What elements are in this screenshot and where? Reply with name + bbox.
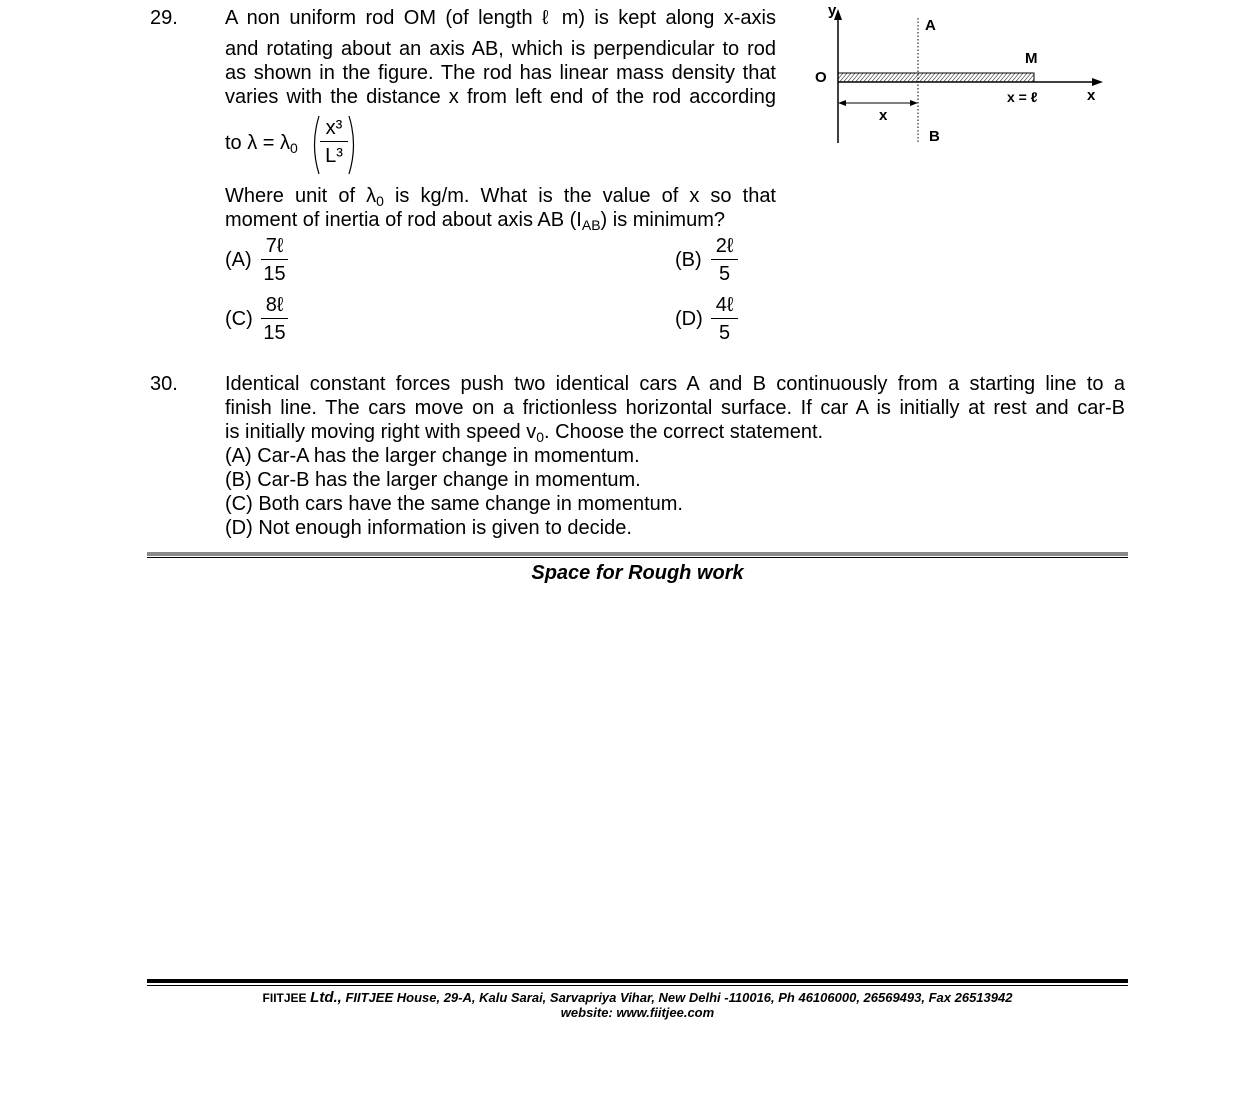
formula-right-paren <box>347 114 359 176</box>
q29-line-1: A non uniform rod OM (of length ℓ m) is kept along x-axis <box>225 7 776 29</box>
option-b-bar <box>711 259 738 260</box>
distance-arrow-right-head <box>910 100 918 106</box>
moment-text-b: ) is minimum? <box>600 209 725 231</box>
q30-option-a: (A) Car-A has the larger change in momentum. <box>225 445 640 467</box>
q29-option-b-fraction <box>711 235 738 285</box>
option-c-numerator: 8ℓ <box>265 294 284 316</box>
q29-option-c-fraction <box>261 294 288 344</box>
q29-option-a-fraction <box>261 235 288 285</box>
question-30-number: 30. <box>150 373 178 395</box>
rod <box>838 73 1034 82</box>
footer-rule-thick <box>147 979 1128 983</box>
footer-rule-thin <box>147 985 1128 986</box>
q29-line-moment <box>225 208 725 237</box>
figure-label-x-distance: x <box>879 107 888 124</box>
q29-density-formula <box>225 131 298 160</box>
option-a-numerator: 7ℓ <box>265 235 284 257</box>
figure-label-a: A <box>925 17 936 34</box>
option-b-denominator: 5 <box>718 263 731 285</box>
formula-subscript: 0 <box>290 140 298 156</box>
figure-label-b: B <box>929 128 940 145</box>
q29-option-d-label: (D) <box>675 308 703 330</box>
q30-line-3-subscript: 0 <box>536 429 545 445</box>
option-d-numerator: 4ℓ <box>715 294 734 316</box>
figure-label-y: y <box>828 2 837 19</box>
figure-label-m: M <box>1025 50 1038 67</box>
q30-option-c: (C) Both cars have the same change in momentum. <box>225 493 683 515</box>
q30-line-3-a: is initially moving right with speed v <box>225 421 537 443</box>
q29-option-a-label: (A) <box>225 249 252 271</box>
q30-line-3-b: . Choose the correct statement. <box>544 421 824 443</box>
where-text-a: Where unit of λ <box>225 185 377 207</box>
option-b-numerator: 2ℓ <box>715 235 734 257</box>
moment-subscript: AB <box>581 217 601 233</box>
q29-line-3: as shown in the figure. The rod has linear mass density that <box>225 62 776 84</box>
figure-label-o: O <box>815 69 827 86</box>
question-29-number: 29. <box>150 7 178 29</box>
where-text-b: is kg/m. What is the value of x so that <box>394 185 776 207</box>
rod-figure <box>800 0 1120 160</box>
rough-work-divider-thin <box>147 557 1128 558</box>
footer-website: website: www.fiitjee.com <box>560 1005 715 1020</box>
rough-work-heading: Space for Rough work <box>531 562 744 584</box>
footer-brand: FIITJEE <box>262 991 307 1005</box>
option-d-denominator: 5 <box>718 322 731 344</box>
footer-address: FIITJEE House, 29-A, Kalu Sarai, Sarvapriya Vihar, New Delhi -110016, Ph 46106000, 26569493, Fax 26513942 <box>345 990 1013 1005</box>
rough-work-divider <box>147 552 1128 556</box>
formula-bar <box>320 141 348 142</box>
formula-denominator: L³ <box>325 145 343 167</box>
q30-line-2: finish line. The cars move on a frictionless horizontal surface. If car A is initially at rest and car-B <box>225 397 1125 419</box>
formula-numerator: x³ <box>325 117 343 139</box>
figure-label-xl: x = ℓ <box>1007 89 1038 105</box>
distance-arrow-left-head <box>838 100 846 106</box>
q30-option-d: (D) Not enough information is given to decide. <box>225 517 632 539</box>
formula-prefix: to λ = λ <box>225 132 291 154</box>
q29-option-d-fraction <box>711 294 738 344</box>
footer-address-line <box>147 989 1128 1006</box>
option-c-denominator: 15 <box>263 322 286 344</box>
figure-label-x-axis: x <box>1087 87 1096 104</box>
q29-option-c-label: (C) <box>225 308 253 330</box>
x-axis-arrow <box>1092 78 1103 86</box>
option-d-bar <box>711 318 738 319</box>
option-a-bar <box>261 259 288 260</box>
q29-line-2: and rotating about an axis AB, which is perpendicular to rod <box>225 38 776 60</box>
footer-brand-ltd: Ltd., <box>310 989 342 1006</box>
formula-fraction <box>320 117 348 167</box>
q29-line-4: varies with the distance x from left end of the rod according <box>225 86 776 108</box>
option-a-denominator: 15 <box>263 263 286 285</box>
where-subscript: 0 <box>376 193 384 209</box>
q30-line-1: Identical constant forces push two identical cars A and B continuously from a starting line to a <box>225 373 1125 395</box>
q29-option-b-label: (B) <box>675 249 702 271</box>
option-c-bar <box>261 318 288 319</box>
q30-option-b: (B) Car-B has the larger change in momentum. <box>225 469 641 491</box>
moment-text-a: moment of inertia of rod about axis AB (I <box>225 209 582 231</box>
